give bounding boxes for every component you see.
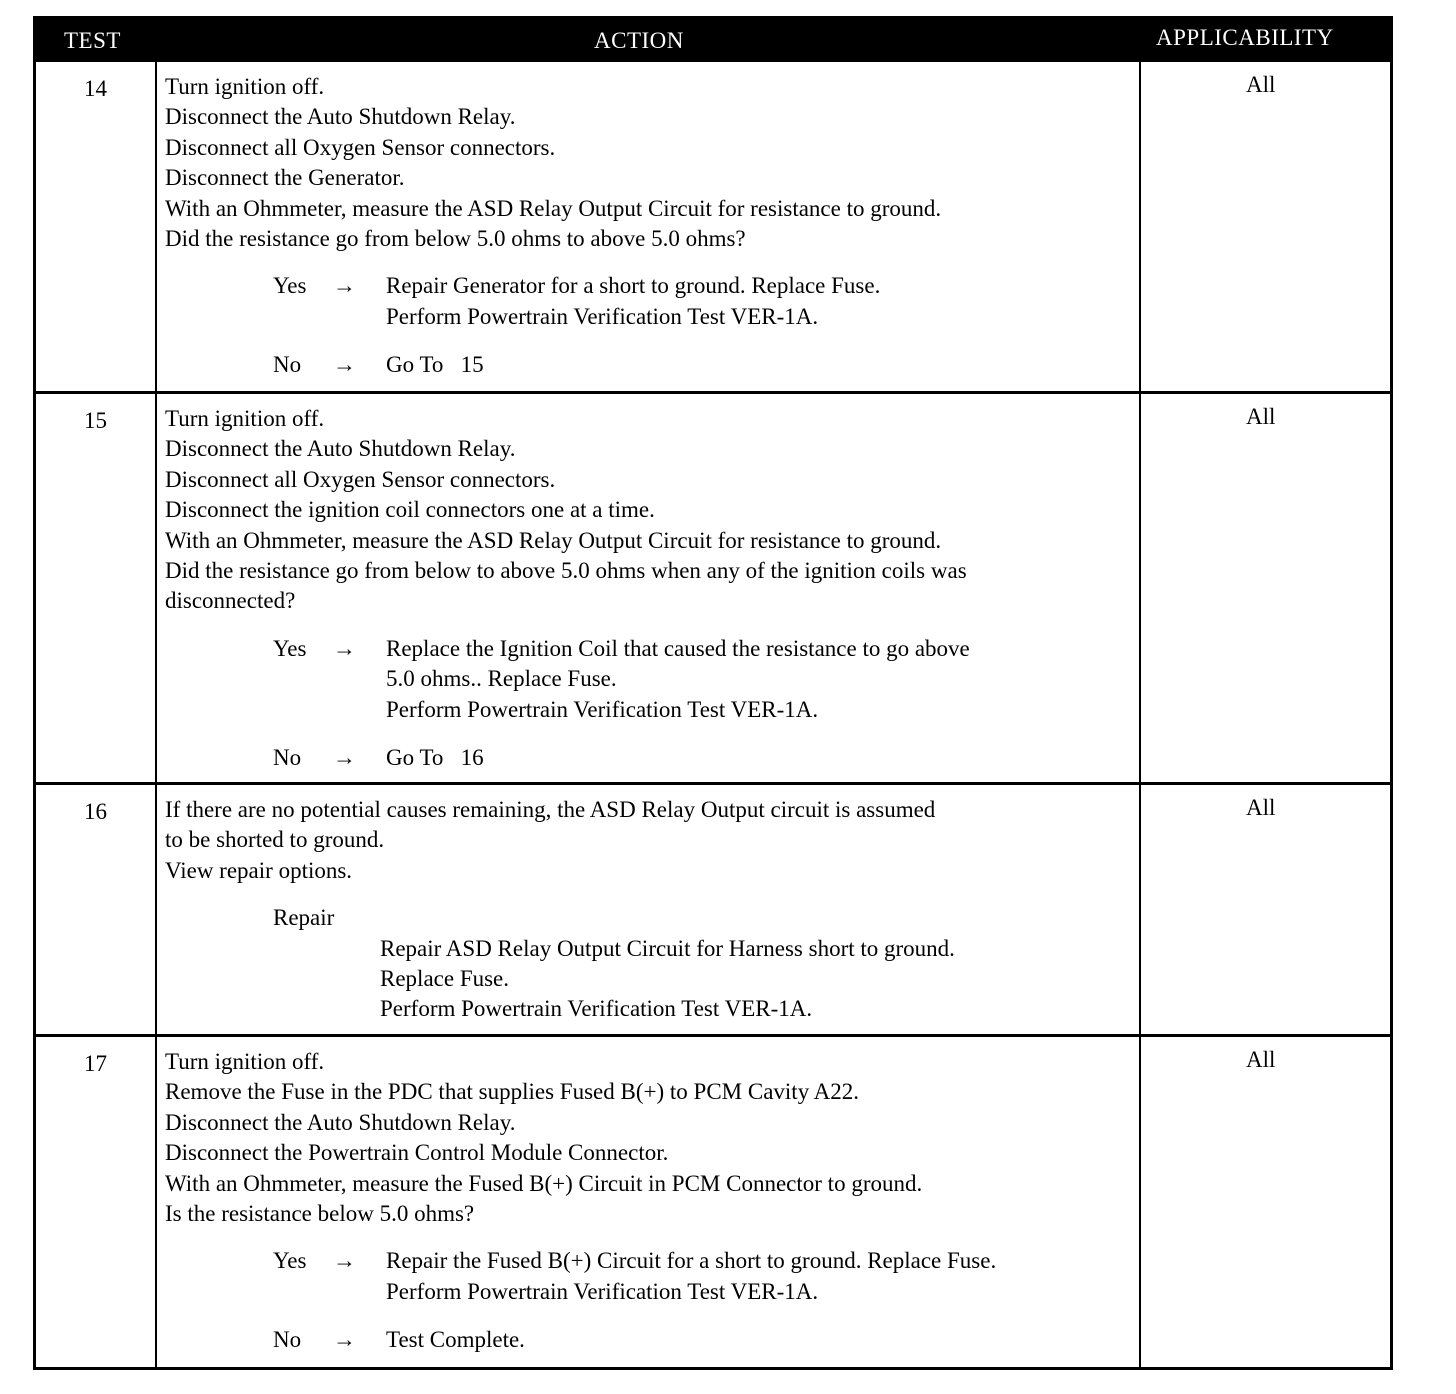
applicability-value: All (1246, 795, 1276, 820)
arrow-icon: → (333, 352, 356, 378)
yes-label: Yes (273, 273, 307, 299)
no-label: No (273, 1327, 302, 1353)
arrow-icon: → (333, 635, 356, 661)
no-text: Test Complete. (386, 1327, 525, 1353)
arrow-icon: → (333, 1327, 356, 1353)
applicability-value: All (1246, 404, 1276, 429)
action-line: Turn ignition off. (165, 1049, 325, 1074)
yes-line: Perform Powertrain Verification Test VER-1A. (386, 1278, 819, 1304)
no-text: Go To 16 (386, 745, 484, 771)
action-line: Disconnect the Auto Shutdown Relay. (165, 436, 516, 462)
action-cell (165, 795, 1133, 1025)
action-line: Disconnect the Powertrain Control Module Connector. (165, 1140, 669, 1166)
yes-label: Yes (273, 1248, 307, 1274)
repair-line: Perform Powertrain Verification Test VER-1A. (380, 996, 813, 1022)
action-line: Turn ignition off. (165, 74, 325, 99)
no-label: No (273, 745, 302, 771)
table-row-16 (36, 782, 1390, 1036)
yes-line: Repair Generator for a short to ground. Replace Fuse. (386, 273, 881, 299)
arrow-icon: → (333, 273, 356, 299)
action-line: If there are no potential causes remaining, the ASD Relay Output circuit is assumed (165, 797, 936, 822)
action-cell (165, 1047, 1133, 1356)
test-number: 17 (84, 1051, 107, 1076)
arrow-icon: → (333, 745, 356, 771)
arrow-icon: → (333, 1248, 356, 1274)
applicability-value: All (1246, 1047, 1276, 1072)
yes-option (165, 271, 1133, 332)
test-number: 14 (84, 76, 107, 101)
action-line: Turn ignition off. (165, 406, 325, 431)
yes-line: Perform Powertrain Verification Test VER-1A. (386, 303, 819, 329)
action-line: Disconnect the Auto Shutdown Relay. (165, 104, 516, 130)
action-line: Disconnect the ignition coil connectors one at a time. (165, 497, 655, 523)
test-number: 16 (84, 799, 107, 824)
header-test: TEST (64, 28, 121, 53)
no-label: No (273, 352, 302, 378)
diagnostic-table (33, 16, 1393, 1370)
yes-option (165, 634, 1133, 725)
action-line: Disconnect all Oxygen Sensor connectors. (165, 134, 556, 160)
yes-line: Replace the Ignition Coil that caused the resistance to go above (386, 635, 970, 661)
repair-text (380, 934, 1133, 1025)
repair-line: Repair ASD Relay Output Circuit for Harness short to ground. (380, 935, 955, 961)
yes-text (386, 1246, 1133, 1307)
yes-line: 5.0 ohms.. Replace Fuse. (386, 666, 617, 692)
column-divider (155, 62, 157, 1367)
repair-label: Repair (273, 905, 335, 931)
yes-option (165, 1246, 1133, 1307)
action-line: With an Ohmmeter, measure the Fused B(+) Circuit in PCM Connector to ground. (165, 1170, 923, 1196)
action-line: Is the resistance below 5.0 ohms? (165, 1201, 475, 1227)
no-option (165, 350, 1133, 380)
table-row-15 (36, 391, 1390, 784)
table-row-14 (36, 62, 1390, 393)
action-line: With an Ohmmeter, measure the ASD Relay Output Circuit for resistance to ground. (165, 195, 942, 221)
yes-line: Repair the Fused B(+) Circuit for a short to ground. Replace Fuse. (386, 1248, 997, 1274)
header-applicability: APPLICABILITY (1156, 25, 1334, 50)
action-line: Disconnect all Oxygen Sensor connectors. (165, 466, 556, 492)
action-line: Disconnect the Generator. (165, 165, 405, 191)
yes-text (386, 634, 1133, 725)
repair-line: Replace Fuse. (380, 966, 510, 992)
action-line: Remove the Fuse in the PDC that supplies Fused B(+) to PCM Cavity A22. (165, 1079, 860, 1105)
action-cell (165, 404, 1133, 773)
repair-options (165, 903, 1133, 1025)
table-header (36, 19, 1390, 62)
yes-text (386, 271, 1133, 332)
action-line: to be shorted to ground. (165, 827, 385, 853)
action-line: With an Ohmmeter, measure the ASD Relay Output Circuit for resistance to ground. (165, 527, 942, 553)
action-line: disconnected? (165, 588, 296, 614)
no-text: Go To 15 (386, 352, 484, 378)
action-line: Did the resistance go from below to above 5.0 ohms when any of the ignition coils was (165, 558, 967, 584)
header-action: ACTION (594, 28, 684, 53)
applicability-value: All (1246, 72, 1276, 97)
yes-line: Perform Powertrain Verification Test VER-1A. (386, 696, 819, 722)
action-line: Did the resistance go from below 5.0 ohms to above 5.0 ohms? (165, 226, 746, 252)
no-option (165, 1325, 1133, 1355)
action-cell (165, 72, 1133, 381)
no-option (165, 743, 1133, 773)
table-row-17 (36, 1034, 1390, 1370)
action-line: View repair options. (165, 857, 353, 883)
test-number: 15 (84, 408, 107, 433)
action-line: Disconnect the Auto Shutdown Relay. (165, 1109, 516, 1135)
yes-label: Yes (273, 635, 307, 661)
column-divider (1139, 62, 1141, 1367)
